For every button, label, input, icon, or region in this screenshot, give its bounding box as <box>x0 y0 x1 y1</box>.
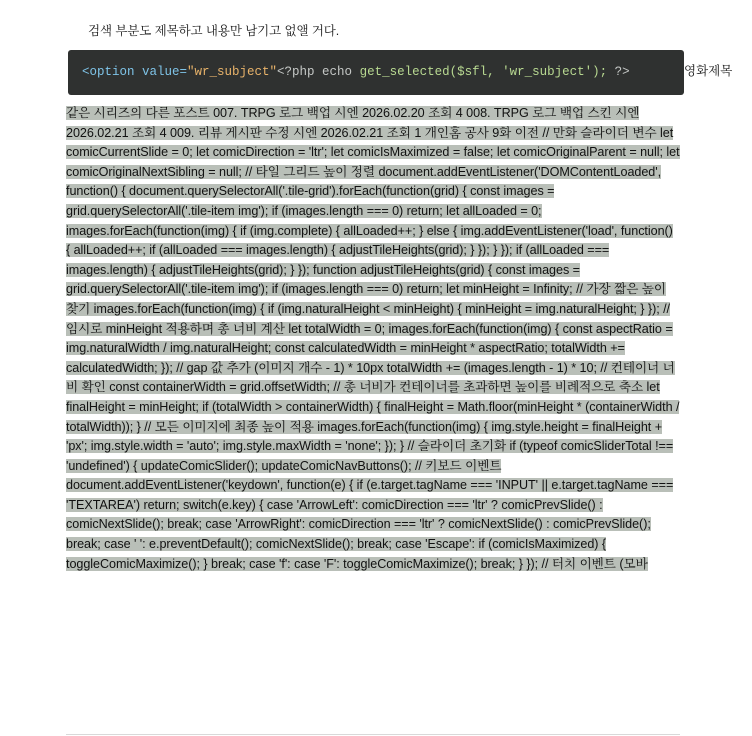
code-token-php-fn: get_selected($sfl, 'wr_subject'); <box>359 65 615 79</box>
selected-text-block[interactable] <box>66 104 680 574</box>
selection-highlight: 같은 시리즈의 다른 포스트 007. TRPG 로그 백업 시엔 2026.02.20 조회 4 008. TRPG 로그 백업 스킨 시엔 2026.02.21 조회 4 009. 리뷰 게시판 수정 시엔 2026.02.21 조회 1 개인홈 공사 9화 이전 // 만화 슬라이더 변수 let comicCurrentSlide = 0; let comicDirection = 'ltr'; let comicIsMaximized = false; let comicOriginalParent = null; let comicOriginalNextSibling = null; // 타일 그리드 높이 정렬 document.addEventListener('DOMContentLoaded', function() { document.querySelectorAll('.tile-grid').forEach(function(grid) { const images = grid.querySelectorAll('.tile-item img'); if (images.length === 0) return; let allLoaded = 0; images.forEach(function(img) { if (img.complete) { allLoaded++; } else { img.addEventListener('load', function() { allLoaded++; if (allLoaded === images.length) { adjustTileHeights(grid); } }); } }); if (allLoaded === images.length) { adjustTileHeights(grid); } }); function adjustTileHeights(grid) { const images = grid.querySelectorAll('.tile-item img'); if (images.length === 0) return; let minHeight = Infinity; // 가장 짧은 높이 찾기 images.forEach(function(img) { if (img.naturalHeight < minHeight) { minHeight = img.naturalHeight; } }); // 임시로 minHeight 적용하며 총 너비 계산 let totalWidth = 0; images.forEach(function(img) { const aspectRatio = img.naturalWidth / img.naturalHeight; const calculatedWidth = minHeight * aspectRatio; totalWidth += calculatedWidth; }); // gap 값 추가 (이미지 개수 - 1) * 10px totalWidth += (images.length - 1) * 10; // 컨테이너 너비 확인 const containerWidth = grid.offsetWidth; // 총 너비가 컨테이너를 초과하면 높이를 비례적으로 축소 let finalHeight = minHeight; if (totalWidth > containerWidth) { finalHeight = Math.floor(minHeight * (containerWidth / totalWidth)); } // 모든 이미지에 최종 높이 적용 images.forEach(function(img) { img.style.height = finalHeight + 'px'; img.style.width = 'auto'; img.style.maxWidth = 'none'; }); } // 슬라이더 초기화 if (typeof comicSliderTotal !== 'undefined') { updateComicSlider(); updateComicNavButtons(); // 키보드 이벤트 document.addEventListener('keydown', function(e) { if (e.target.tagName === 'INPUT' || e.target.tagName === 'TEXTAREA') return; switch(e.key) { case 'ArrowLeft': comicDirection === 'ltr' ? comicPrevSlide() : comicNextSlide(); break; case 'ArrowRight': comicDirection === 'ltr' ? comicNextSlide() : comicPrevSlide(); break; case ' ': e.preventDefault(); comicNextSlide(); break; case 'Escape': if (comicIsMaximized) { toggleComicMaximize(); } break; case 'f': case 'F': toggleComicMaximize(); break; } }); // 터치 이벤트 (모바 <box>66 106 680 571</box>
code-block <box>68 50 684 95</box>
intro-paragraph: 검색 부분도 제목하고 내용만 남기고 없앨 거다. <box>88 24 340 38</box>
code-overflow-text: 영화제목 <box>684 64 733 78</box>
code-token-tag: <option value= <box>82 65 188 79</box>
code-token-php-open: <?php echo <box>277 65 360 79</box>
bottom-divider <box>66 734 680 735</box>
code-token-attr-value: "wr_subject" <box>187 65 278 79</box>
code-line <box>82 63 630 81</box>
code-token-php-close: ?> <box>614 65 630 79</box>
